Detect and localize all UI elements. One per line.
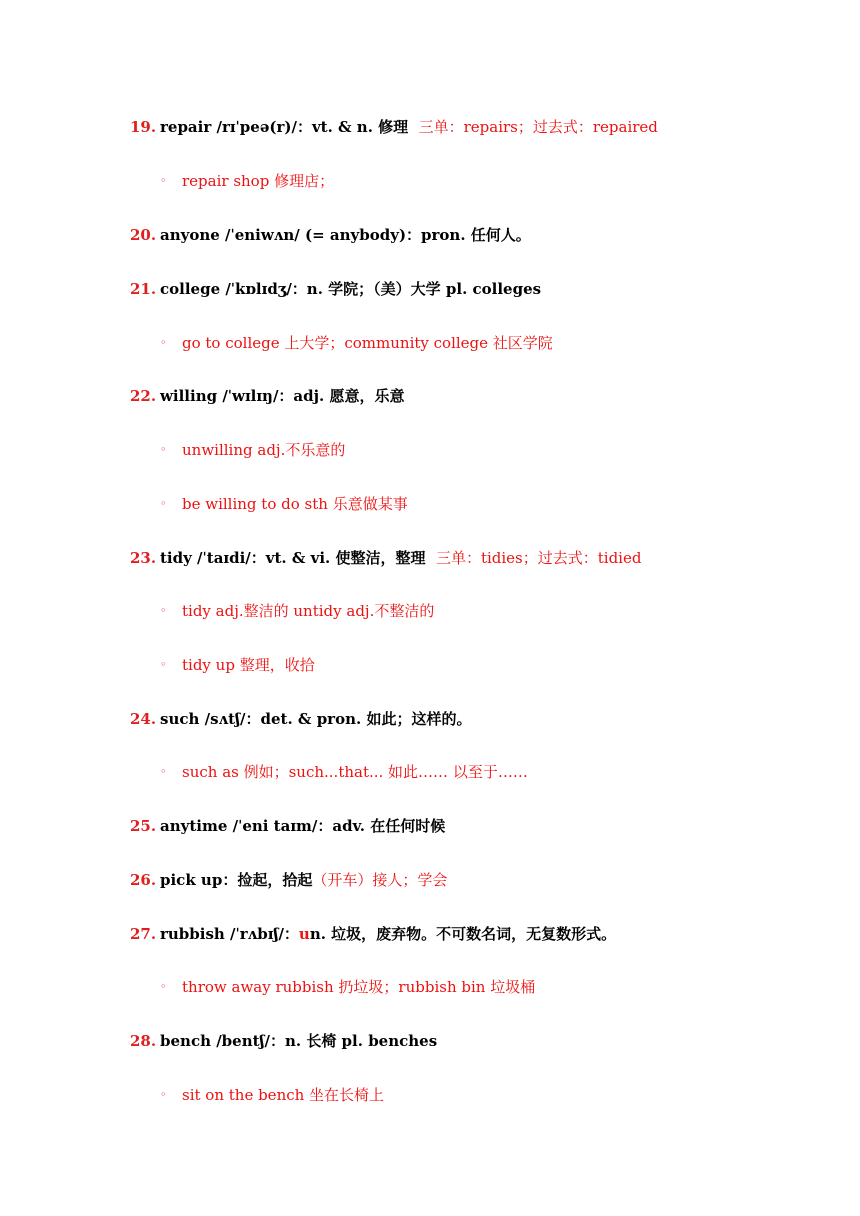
entry-number: 20. <box>130 226 157 244</box>
entry-number: 27. <box>130 925 157 943</box>
entry-note: 三单：repairs；过去式：repaired <box>418 118 658 136</box>
sub-text: throw away rubbish 扔垃圾；rubbish bin 垃圾桶 <box>182 978 536 996</box>
entry-number: 21. <box>130 280 157 298</box>
entry-text: anyone /ˈeniwʌn/ (= anybody)：pron. 任何人。 <box>160 226 531 244</box>
entry-number: 23. <box>130 549 157 567</box>
sub-text: sit on the bench 坐在长椅上 <box>182 1086 385 1104</box>
bullet-icon: ◦ <box>160 497 167 510</box>
entry-note: （开车）接人；学会 <box>312 871 448 889</box>
entry-text: rubbish /ˈrʌbɪʃ/：un. 垃圾，废弃物。不可数名词，无复数形式。 <box>160 925 617 943</box>
entry-text: repair /rɪˈpeə(r)/：vt. & n. 修理 三单：repairs；过去式：repaired <box>160 118 658 136</box>
entry-text: such /sʌtʃ/：det. & pron. 如此；这样的。 <box>160 710 472 728</box>
entry-text: bench /bentʃ/：n. 长椅 pl. benches <box>160 1032 438 1050</box>
entry-text: pick up：捡起，拾起（开车）接人；学会 <box>160 871 448 889</box>
bullet-icon: ◦ <box>160 443 167 456</box>
entry-number: 26. <box>130 871 157 889</box>
entry-text: willing /ˈwɪlɪŋ/：adj. 愿意，乐意 <box>160 387 405 405</box>
bullet-icon: ◦ <box>160 174 167 187</box>
entry-number: 24. <box>130 710 157 728</box>
entry-text: college /ˈkɒlɪdʒ/：n. 学院；（美）大学 pl. colleges <box>160 280 542 298</box>
bullet-icon: ◦ <box>160 604 167 617</box>
entry-text: anytime /ˈeni taɪm/：adv. 在任何时候 <box>160 817 446 835</box>
bullet-icon: ◦ <box>160 980 167 993</box>
bullet-icon: ◦ <box>160 1088 167 1101</box>
sub-text: unwilling adj.不乐意的 <box>182 441 346 459</box>
entry-text: tidy /ˈtaɪdi/：vt. & vi. 使整洁，整理 三单：tidies；过去式：tidied <box>160 549 642 567</box>
entry-number: 19. <box>130 118 157 136</box>
entry-note: 三单：tidies；过去式：tidied <box>435 549 642 567</box>
sub-text: tidy up 整理，收拾 <box>182 656 315 674</box>
sub-text: tidy adj.整洁的 untidy adj.不整洁的 <box>182 602 435 620</box>
bullet-icon: ◦ <box>160 765 167 778</box>
bullet-icon: ◦ <box>160 658 167 671</box>
sub-text: be willing to do sth 乐意做某事 <box>182 495 408 513</box>
entry-number: 28. <box>130 1032 157 1050</box>
bullet-icon: ◦ <box>160 336 167 349</box>
sub-text: go to college 上大学；community college 社区学院 <box>182 334 553 352</box>
sub-text: repair shop 修理店； <box>182 172 335 190</box>
entry-number: 22. <box>130 387 157 405</box>
sub-text: such as 例如；such...that... 如此…… 以至于…… <box>182 763 528 781</box>
entry-number: 25. <box>130 817 157 835</box>
